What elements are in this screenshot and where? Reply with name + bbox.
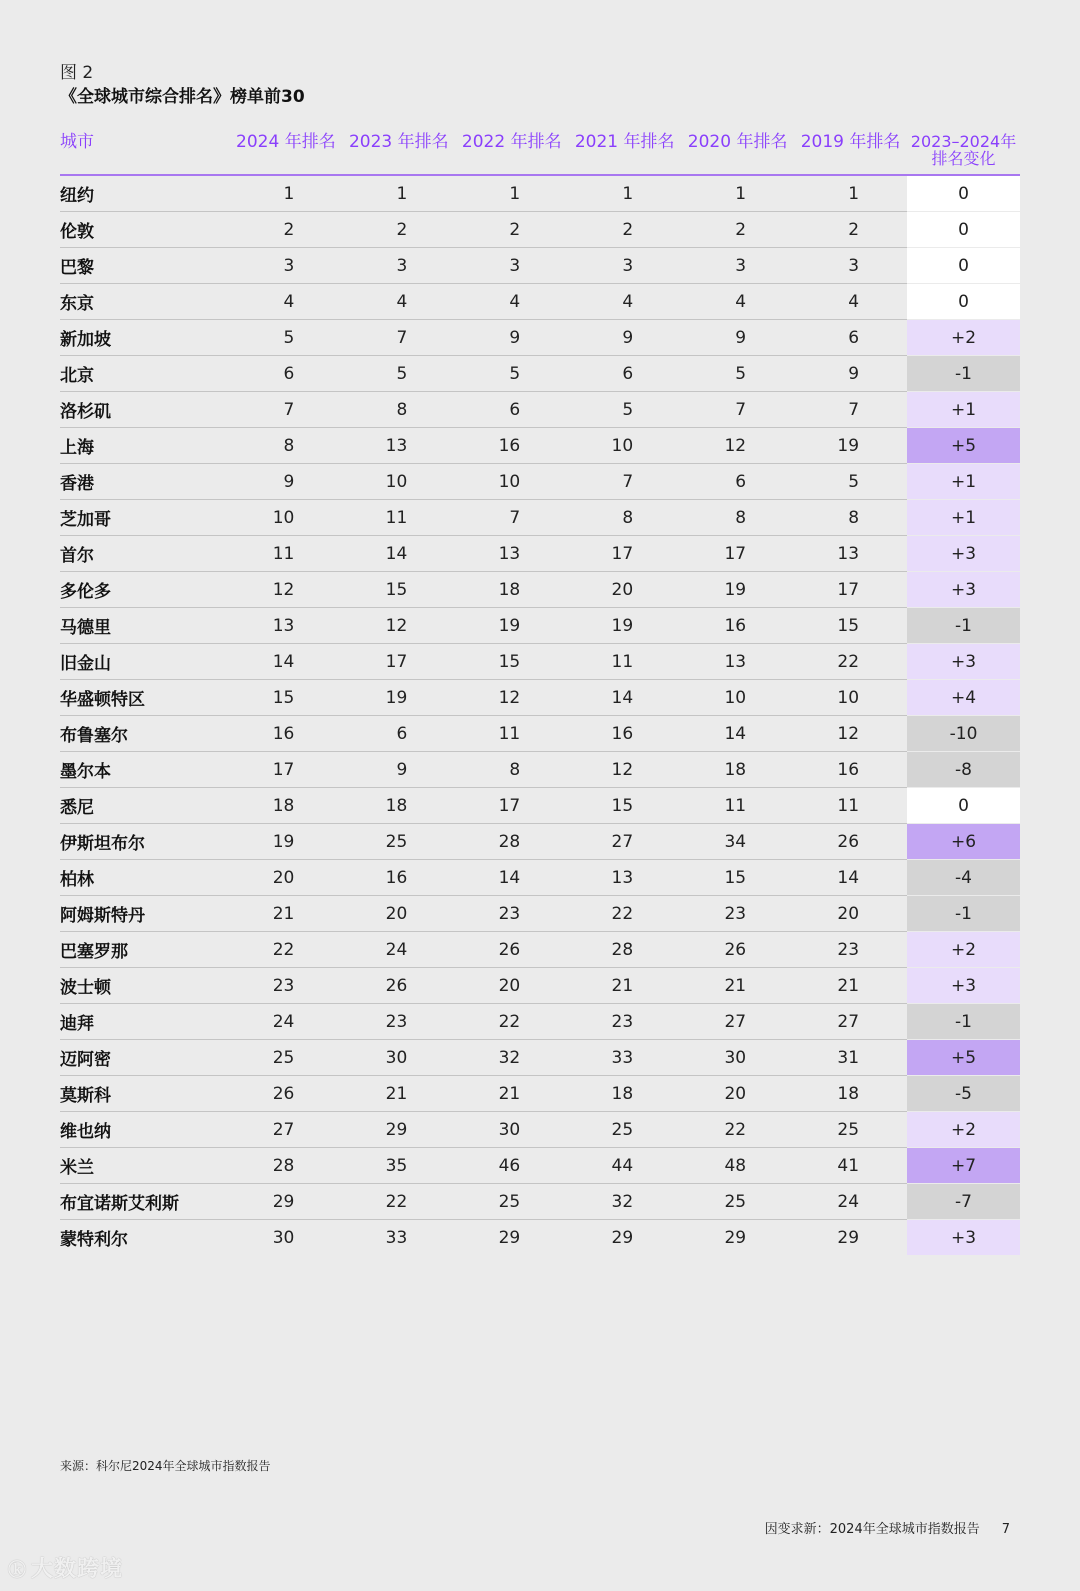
rank-cell: 9 bbox=[342, 752, 455, 788]
rank-cell: 17 bbox=[455, 788, 568, 824]
rank-cell: 2 bbox=[455, 212, 568, 248]
rank-cell: 13 bbox=[229, 608, 342, 644]
rank-cell: 17 bbox=[794, 572, 907, 608]
rank-cell: 12 bbox=[229, 572, 342, 608]
rank-cell: 23 bbox=[794, 932, 907, 968]
rank-cell: 8 bbox=[455, 752, 568, 788]
rank-cell: 18 bbox=[455, 572, 568, 608]
rank-cell: 22 bbox=[342, 1184, 455, 1220]
rank-change-cell: +2 bbox=[907, 320, 1020, 356]
rank-cell: 18 bbox=[794, 1076, 907, 1112]
rank-cell: 7 bbox=[455, 500, 568, 536]
rank-change-cell: +6 bbox=[907, 824, 1020, 860]
rank-cell: 14 bbox=[681, 716, 794, 752]
rank-cell: 30 bbox=[342, 1040, 455, 1076]
rank-cell: 11 bbox=[568, 644, 681, 680]
rank-cell: 1 bbox=[681, 175, 794, 212]
header-2024: 2024 年排名 bbox=[229, 130, 342, 175]
rank-cell: 20 bbox=[229, 860, 342, 896]
rank-change-cell: -1 bbox=[907, 356, 1020, 392]
rank-cell: 46 bbox=[455, 1148, 568, 1184]
rank-cell: 16 bbox=[455, 428, 568, 464]
rank-cell: 32 bbox=[568, 1184, 681, 1220]
table-row bbox=[60, 428, 1020, 464]
rank-cell: 22 bbox=[568, 896, 681, 932]
rank-cell: 24 bbox=[794, 1184, 907, 1220]
rank-cell: 3 bbox=[681, 248, 794, 284]
rank-cell: 10 bbox=[568, 428, 681, 464]
rank-cell: 15 bbox=[681, 860, 794, 896]
header-2021: 2021 年排名 bbox=[568, 130, 681, 175]
rank-cell: 1 bbox=[455, 175, 568, 212]
rank-cell: 41 bbox=[794, 1148, 907, 1184]
rank-cell: 34 bbox=[681, 824, 794, 860]
rank-change-cell: +7 bbox=[907, 1148, 1020, 1184]
rank-cell: 16 bbox=[794, 752, 907, 788]
header-city: 城市 bbox=[60, 130, 229, 175]
city-name: 伊斯坦布尔 bbox=[60, 824, 229, 860]
rank-change-cell: +3 bbox=[907, 572, 1020, 608]
city-name: 米兰 bbox=[60, 1148, 229, 1184]
rank-cell: 29 bbox=[229, 1184, 342, 1220]
city-name: 悉尼 bbox=[60, 788, 229, 824]
rank-cell: 14 bbox=[455, 860, 568, 896]
rank-cell: 14 bbox=[794, 860, 907, 896]
rank-cell: 10 bbox=[455, 464, 568, 500]
table-row bbox=[60, 500, 1020, 536]
table-row bbox=[60, 1112, 1020, 1148]
rank-cell: 14 bbox=[342, 536, 455, 572]
rank-cell: 5 bbox=[229, 320, 342, 356]
rank-cell: 26 bbox=[794, 824, 907, 860]
rank-cell: 44 bbox=[568, 1148, 681, 1184]
city-name: 波士顿 bbox=[60, 968, 229, 1004]
rank-cell: 19 bbox=[681, 572, 794, 608]
rank-cell: 21 bbox=[568, 968, 681, 1004]
rank-cell: 8 bbox=[568, 500, 681, 536]
source-note: 来源：科尔尼2024年全球城市指数报告 bbox=[60, 1459, 271, 1473]
rank-cell: 7 bbox=[794, 392, 907, 428]
table-row bbox=[60, 572, 1020, 608]
rank-cell: 19 bbox=[229, 824, 342, 860]
rank-change-cell: +3 bbox=[907, 1220, 1020, 1256]
rank-change-cell: +5 bbox=[907, 1040, 1020, 1076]
rank-cell: 20 bbox=[568, 572, 681, 608]
rank-change-cell: 0 bbox=[907, 788, 1020, 824]
rank-cell: 26 bbox=[455, 932, 568, 968]
rank-cell: 22 bbox=[681, 1112, 794, 1148]
rank-cell: 5 bbox=[568, 392, 681, 428]
city-name: 伦敦 bbox=[60, 212, 229, 248]
rank-cell: 16 bbox=[342, 860, 455, 896]
rank-cell: 6 bbox=[568, 356, 681, 392]
rank-cell: 19 bbox=[342, 680, 455, 716]
rank-cell: 21 bbox=[681, 968, 794, 1004]
rank-cell: 8 bbox=[229, 428, 342, 464]
rank-cell: 30 bbox=[272, 1227, 295, 1248]
rank-cell: 19 bbox=[568, 608, 681, 644]
rank-cell: 16 bbox=[681, 608, 794, 644]
rank-cell: 14 bbox=[568, 680, 681, 716]
rank-cell: 23 bbox=[342, 1004, 455, 1040]
rank-change-cell: +1 bbox=[907, 500, 1020, 536]
rank-cell: 9 bbox=[455, 320, 568, 356]
rank-change-cell: 0 bbox=[907, 175, 1020, 212]
city-name: 多伦多 bbox=[60, 572, 229, 608]
city-name: 东京 bbox=[60, 284, 229, 320]
rank-cell: 7 bbox=[342, 320, 455, 356]
city-name: 维也纳 bbox=[60, 1112, 229, 1148]
rank-cell: 11 bbox=[681, 788, 794, 824]
rank-cell: 17 bbox=[229, 752, 342, 788]
rank-change-cell: +5 bbox=[907, 428, 1020, 464]
ranking-table-wrapper bbox=[60, 130, 1020, 1255]
rank-change-cell: -4 bbox=[907, 860, 1020, 896]
table-row bbox=[60, 1220, 1020, 1256]
table-row bbox=[60, 968, 1020, 1004]
rank-change-cell: 0 bbox=[907, 248, 1020, 284]
rank-change-cell: +2 bbox=[907, 1112, 1020, 1148]
rank-cell: 2 bbox=[681, 212, 794, 248]
city-name: 纽约 bbox=[60, 175, 229, 212]
table-row bbox=[60, 212, 1020, 248]
rank-cell: 5 bbox=[681, 356, 794, 392]
rank-cell: 22 bbox=[229, 932, 342, 968]
rank-cell: 5 bbox=[342, 356, 455, 392]
rank-change-cell: +2 bbox=[907, 932, 1020, 968]
rank-cell: 6 bbox=[229, 356, 342, 392]
rank-cell: 2 bbox=[568, 212, 681, 248]
rank-cell: 23 bbox=[229, 968, 342, 1004]
rank-cell: 6 bbox=[794, 320, 907, 356]
rank-cell: 33 bbox=[385, 1227, 408, 1248]
rank-cell: 8 bbox=[794, 500, 907, 536]
rank-cell: 12 bbox=[342, 608, 455, 644]
rank-cell: 13 bbox=[455, 536, 568, 572]
rank-cell: 13 bbox=[568, 860, 681, 896]
rank-cell: 23 bbox=[455, 896, 568, 932]
rank-cell: 3 bbox=[342, 248, 455, 284]
rank-cell: 13 bbox=[342, 428, 455, 464]
rank-cell: 21 bbox=[229, 896, 342, 932]
rank-cell: 4 bbox=[568, 284, 681, 320]
rank-change-cell: +3 bbox=[907, 536, 1020, 572]
rank-cell: 25 bbox=[568, 1112, 681, 1148]
rank-cell: 17 bbox=[568, 536, 681, 572]
city-name: 芝加哥 bbox=[60, 500, 229, 536]
rank-cell: 10 bbox=[229, 500, 342, 536]
rank-change-cell: +1 bbox=[907, 464, 1020, 500]
rank-cell: 5 bbox=[794, 464, 907, 500]
rank-cell: 19 bbox=[794, 428, 907, 464]
table-row bbox=[60, 1040, 1020, 1076]
rank-cell: 15 bbox=[455, 644, 568, 680]
city-name: 巴塞罗那 bbox=[60, 932, 229, 968]
city-name: 新加坡 bbox=[60, 320, 229, 356]
city-name: 莫斯科 bbox=[60, 1076, 229, 1112]
rank-cell: 18 bbox=[342, 788, 455, 824]
rank-change-cell: -7 bbox=[907, 1184, 1020, 1220]
city-name: 布鲁塞尔 bbox=[60, 716, 229, 752]
city-name: 阿姆斯特丹 bbox=[60, 896, 229, 932]
rank-cell: 20 bbox=[794, 896, 907, 932]
rank-cell: 4 bbox=[794, 284, 907, 320]
rank-cell: 12 bbox=[794, 716, 907, 752]
header-row bbox=[60, 130, 1020, 175]
table-row bbox=[60, 1004, 1020, 1040]
rank-cell: 3 bbox=[455, 248, 568, 284]
rank-cell: 18 bbox=[229, 788, 342, 824]
table-row bbox=[60, 1148, 1020, 1184]
rank-cell: 18 bbox=[568, 1076, 681, 1112]
rank-cell: 12 bbox=[568, 752, 681, 788]
rank-cell: 33 bbox=[568, 1040, 681, 1076]
table-row bbox=[60, 896, 1020, 932]
rank-change-cell: +1 bbox=[907, 392, 1020, 428]
rank-cell: 27 bbox=[681, 1004, 794, 1040]
rank-cell: 7 bbox=[229, 392, 342, 428]
table-row bbox=[60, 1184, 1020, 1220]
header-change: 2023–2024年排名变化 bbox=[907, 130, 1020, 175]
rank-cell: 29 bbox=[342, 1112, 455, 1148]
rank-cell: 12 bbox=[681, 428, 794, 464]
table-row bbox=[60, 464, 1020, 500]
rank-cell: 10 bbox=[794, 680, 907, 716]
rank-cell: 35 bbox=[342, 1148, 455, 1184]
rank-cell: 30 bbox=[681, 1040, 794, 1076]
table-row bbox=[60, 860, 1020, 896]
rank-cell: 24 bbox=[229, 1004, 342, 1040]
rank-change-cell: +3 bbox=[907, 968, 1020, 1004]
city-name: 墨尔本 bbox=[60, 752, 229, 788]
city-name: 马德里 bbox=[60, 608, 229, 644]
rank-cell: 16 bbox=[229, 716, 342, 752]
rank-cell: 25 bbox=[794, 1112, 907, 1148]
city-name: 巴黎 bbox=[60, 248, 229, 284]
rank-change-cell: -1 bbox=[907, 1004, 1020, 1040]
rank-cell: 4 bbox=[681, 284, 794, 320]
rank-cell: 15 bbox=[794, 608, 907, 644]
rank-cell: 3 bbox=[794, 248, 907, 284]
rank-cell: 31 bbox=[794, 1040, 907, 1076]
rank-cell: 25 bbox=[342, 824, 455, 860]
table-row bbox=[60, 536, 1020, 572]
city-name: 布宜诺斯艾利斯 bbox=[60, 1184, 229, 1220]
rank-change-cell: -10 bbox=[907, 716, 1020, 752]
table-row bbox=[60, 680, 1020, 716]
rank-cell: 4 bbox=[455, 284, 568, 320]
rank-cell: 17 bbox=[681, 536, 794, 572]
rank-cell: 21 bbox=[455, 1076, 568, 1112]
rank-cell: 26 bbox=[681, 932, 794, 968]
rank-cell: 21 bbox=[342, 1076, 455, 1112]
table-row bbox=[60, 716, 1020, 752]
city-name: 上海 bbox=[60, 428, 229, 464]
header-2019: 2019 年排名 bbox=[794, 130, 907, 175]
rank-cell: 14 bbox=[229, 644, 342, 680]
rank-cell: 25 bbox=[229, 1040, 342, 1076]
table-row bbox=[60, 320, 1020, 356]
rank-cell: 11 bbox=[342, 500, 455, 536]
rank-cell: 27 bbox=[794, 1004, 907, 1040]
rank-cell: 2 bbox=[794, 212, 907, 248]
rank-cell: 21 bbox=[794, 968, 907, 1004]
city-name: 旧金山 bbox=[60, 644, 229, 680]
rank-cell: 4 bbox=[229, 284, 342, 320]
rank-cell: 13 bbox=[681, 644, 794, 680]
rank-cell: 29 bbox=[611, 1227, 634, 1248]
city-name: 柏林 bbox=[60, 860, 229, 896]
rank-change-cell: +4 bbox=[907, 680, 1020, 716]
rank-cell: 2 bbox=[229, 212, 342, 248]
rank-change-cell: 0 bbox=[907, 212, 1020, 248]
header-2020: 2020 年排名 bbox=[681, 130, 794, 175]
city-name: 洛杉矶 bbox=[60, 392, 229, 428]
rank-cell: 23 bbox=[568, 1004, 681, 1040]
rank-cell: 25 bbox=[455, 1184, 568, 1220]
rank-change-cell: +3 bbox=[907, 644, 1020, 680]
page-footer bbox=[765, 1518, 1010, 1537]
rank-change-cell: -1 bbox=[907, 608, 1020, 644]
rank-cell: 16 bbox=[568, 716, 681, 752]
rank-cell: 3 bbox=[229, 248, 342, 284]
rank-cell: 15 bbox=[342, 572, 455, 608]
footer-report-title: 因变求新：2024年全球城市指数报告 bbox=[764, 1522, 980, 1537]
watermark-logo-icon: ⓚ bbox=[8, 1560, 27, 1581]
rank-cell: 29 bbox=[837, 1227, 860, 1248]
rank-cell: 20 bbox=[342, 896, 455, 932]
rank-cell: 27 bbox=[229, 1112, 342, 1148]
rank-cell: 22 bbox=[455, 1004, 568, 1040]
rank-cell: 15 bbox=[568, 788, 681, 824]
rank-cell: 28 bbox=[455, 824, 568, 860]
rank-cell: 4 bbox=[342, 284, 455, 320]
rank-cell: 5 bbox=[455, 356, 568, 392]
table-body bbox=[60, 175, 1020, 1255]
rank-cell: 6 bbox=[681, 464, 794, 500]
city-name: 首尔 bbox=[60, 536, 229, 572]
rank-cell: 10 bbox=[342, 464, 455, 500]
rank-cell: 11 bbox=[229, 536, 342, 572]
watermark-text: 大数跨境 bbox=[31, 1557, 124, 1582]
rank-cell: 17 bbox=[342, 644, 455, 680]
rank-cell: 18 bbox=[681, 752, 794, 788]
rank-cell: 8 bbox=[681, 500, 794, 536]
rank-cell: 1 bbox=[794, 175, 907, 212]
rank-cell: 8 bbox=[342, 392, 455, 428]
rank-cell: 1 bbox=[568, 175, 681, 212]
rank-cell: 7 bbox=[568, 464, 681, 500]
rank-cell: 6 bbox=[455, 392, 568, 428]
figure-label: 图 2 bbox=[60, 63, 94, 83]
table-row bbox=[60, 284, 1020, 320]
rank-cell: 26 bbox=[229, 1076, 342, 1112]
rank-cell: 13 bbox=[794, 536, 907, 572]
rank-cell: 19 bbox=[455, 608, 568, 644]
rank-cell: 11 bbox=[794, 788, 907, 824]
city-name: 迪拜 bbox=[60, 1004, 229, 1040]
rank-cell: 29 bbox=[724, 1227, 747, 1248]
rank-cell: 1 bbox=[229, 175, 342, 212]
rank-change-cell: -1 bbox=[907, 896, 1020, 932]
rank-cell: 15 bbox=[229, 680, 342, 716]
rank-cell: 28 bbox=[229, 1148, 342, 1184]
rank-cell: 11 bbox=[455, 716, 568, 752]
table-row bbox=[60, 608, 1020, 644]
table-row bbox=[60, 824, 1020, 860]
rank-change-cell: -8 bbox=[907, 752, 1020, 788]
rank-cell: 30 bbox=[455, 1112, 568, 1148]
rank-cell: 9 bbox=[568, 320, 681, 356]
rank-cell: 20 bbox=[455, 968, 568, 1004]
rank-cell: 3 bbox=[568, 248, 681, 284]
rank-cell: 1 bbox=[342, 175, 455, 212]
rank-cell: 10 bbox=[681, 680, 794, 716]
rank-cell: 29 bbox=[498, 1227, 521, 1248]
watermark bbox=[8, 1552, 123, 1583]
table-row bbox=[60, 248, 1020, 284]
city-name: 华盛顿特区 bbox=[60, 680, 229, 716]
rank-cell: 26 bbox=[342, 968, 455, 1004]
table-row bbox=[60, 1076, 1020, 1112]
table-row bbox=[60, 644, 1020, 680]
rank-cell: 23 bbox=[681, 896, 794, 932]
rank-cell: 25 bbox=[681, 1184, 794, 1220]
table-row bbox=[60, 752, 1020, 788]
table-row bbox=[60, 356, 1020, 392]
rank-cell: 27 bbox=[568, 824, 681, 860]
header-2022: 2022 年排名 bbox=[455, 130, 568, 175]
rank-change-cell: 0 bbox=[907, 284, 1020, 320]
ranking-table bbox=[60, 130, 1020, 1255]
rank-cell: 22 bbox=[794, 644, 907, 680]
rank-cell: 9 bbox=[681, 320, 794, 356]
rank-cell: 48 bbox=[681, 1148, 794, 1184]
rank-cell: 12 bbox=[455, 680, 568, 716]
city-name: 香港 bbox=[60, 464, 229, 500]
rank-cell: 20 bbox=[681, 1076, 794, 1112]
rank-cell: 6 bbox=[342, 716, 455, 752]
rank-cell: 9 bbox=[794, 356, 907, 392]
table-row bbox=[60, 175, 1020, 212]
rank-cell: 7 bbox=[681, 392, 794, 428]
rank-change-cell: -5 bbox=[907, 1076, 1020, 1112]
city-name: 迈阿密 bbox=[60, 1040, 229, 1076]
figure-title: 《全球城市综合排名》榜单前30 bbox=[60, 87, 305, 107]
page-number: 7 bbox=[1001, 1522, 1010, 1537]
city-name: 蒙特利尔 bbox=[60, 1230, 128, 1250]
header-2023: 2023 年排名 bbox=[342, 130, 455, 175]
rank-cell: 32 bbox=[455, 1040, 568, 1076]
table-row bbox=[60, 392, 1020, 428]
rank-cell: 9 bbox=[229, 464, 342, 500]
rank-cell: 2 bbox=[342, 212, 455, 248]
table-row bbox=[60, 932, 1020, 968]
rank-cell: 24 bbox=[342, 932, 455, 968]
table-row bbox=[60, 788, 1020, 824]
city-name: 北京 bbox=[60, 356, 229, 392]
rank-cell: 28 bbox=[568, 932, 681, 968]
